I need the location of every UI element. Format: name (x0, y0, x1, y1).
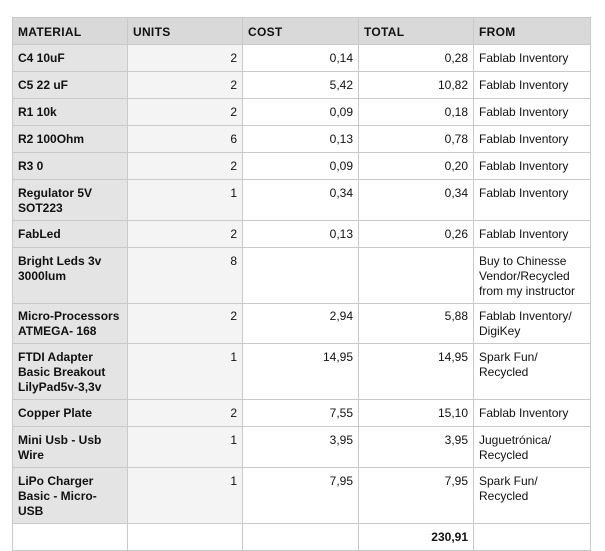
material-cell: Micro-Processors ATMEGA- 168 (13, 304, 128, 344)
material-cell: C5 22 uF (13, 72, 128, 99)
cost-cell: 0,13 (243, 221, 359, 248)
table-row (13, 304, 591, 344)
total-cell: 7,95 (359, 468, 474, 524)
material-cell: Mini Usb - Usb Wire (13, 427, 128, 468)
total-cell: 3,95 (359, 427, 474, 468)
units-cell: 2 (128, 221, 243, 248)
units-cell: 2 (128, 99, 243, 126)
table-row (13, 72, 591, 99)
cost-cell: 3,95 (243, 427, 359, 468)
from-cell: Fablab Inventory (474, 72, 591, 99)
total-cell: 0,34 (359, 180, 474, 221)
total-cell: 0,78 (359, 126, 474, 153)
total-cell: 0,20 (359, 153, 474, 180)
material-cell: FabLed (13, 221, 128, 248)
table-row (13, 221, 591, 248)
table-row (13, 153, 591, 180)
table-row (13, 99, 591, 126)
units-cell: 6 (128, 126, 243, 153)
material-cell: R1 10k (13, 99, 128, 126)
table-row (13, 126, 591, 153)
header-units: UNITS (128, 18, 243, 45)
table-row (13, 45, 591, 72)
from-cell: Fablab Inventory (474, 99, 591, 126)
empty-cell (128, 524, 243, 551)
total-cell: 5,88 (359, 304, 474, 344)
units-cell: 1 (128, 180, 243, 221)
cost-cell: 0,14 (243, 45, 359, 72)
header-row (13, 18, 591, 45)
total-cell (359, 248, 474, 304)
units-cell: 2 (128, 153, 243, 180)
empty-cell (474, 524, 591, 551)
table-row (13, 400, 591, 427)
table-row (13, 180, 591, 221)
from-cell: Buy to Chinesse Vendor/Recycled from my instructor (474, 248, 591, 304)
cost-cell: 7,95 (243, 468, 359, 524)
units-cell: 8 (128, 248, 243, 304)
material-cell: Regulator 5V SOT223 (13, 180, 128, 221)
table-row (13, 427, 591, 468)
cost-cell: 5,42 (243, 72, 359, 99)
cost-cell: 0,13 (243, 126, 359, 153)
empty-cell (13, 524, 128, 551)
table-row (13, 344, 591, 400)
from-cell: Spark Fun/ Recycled (474, 344, 591, 400)
material-cell: Bright Leds 3v 3000lum (13, 248, 128, 304)
total-cell: 15,10 (359, 400, 474, 427)
cost-cell: 0,09 (243, 153, 359, 180)
header-cost: COST (243, 18, 359, 45)
from-cell: Fablab Inventory (474, 153, 591, 180)
cost-cell: 0,34 (243, 180, 359, 221)
materials-table (12, 17, 591, 551)
material-cell: R2 100Ohm (13, 126, 128, 153)
total-cell: 0,26 (359, 221, 474, 248)
units-cell: 2 (128, 400, 243, 427)
from-cell: Fablab Inventory (474, 180, 591, 221)
units-cell: 2 (128, 45, 243, 72)
header-total: TOTAL (359, 18, 474, 45)
from-cell: Fablab Inventory (474, 221, 591, 248)
from-cell: Fablab Inventory (474, 126, 591, 153)
table-row (13, 248, 591, 304)
units-cell: 1 (128, 344, 243, 400)
total-cell: 0,28 (359, 45, 474, 72)
units-cell: 2 (128, 72, 243, 99)
total-cell: 0,18 (359, 99, 474, 126)
header-from: FROM (474, 18, 591, 45)
units-cell: 2 (128, 304, 243, 344)
from-cell: Juguetrónica/ Recycled (474, 427, 591, 468)
units-cell: 1 (128, 468, 243, 524)
empty-cell (243, 524, 359, 551)
cost-cell (243, 248, 359, 304)
units-cell: 1 (128, 427, 243, 468)
grand-total-row (13, 524, 591, 551)
cost-cell: 2,94 (243, 304, 359, 344)
cost-cell: 14,95 (243, 344, 359, 400)
material-cell: LiPo Charger Basic - Micro-USB (13, 468, 128, 524)
material-cell: Copper Plate (13, 400, 128, 427)
total-cell: 10,82 (359, 72, 474, 99)
table-row (13, 468, 591, 524)
header-material: MATERIAL (13, 18, 128, 45)
cost-cell: 0,09 (243, 99, 359, 126)
material-cell: R3 0 (13, 153, 128, 180)
from-cell: Fablab Inventory/ DigiKey (474, 304, 591, 344)
material-cell: FTDI Adapter Basic Breakout LilyPad5v-3,3v (13, 344, 128, 400)
material-cell: C4 10uF (13, 45, 128, 72)
cost-cell: 7,55 (243, 400, 359, 427)
total-cell: 14,95 (359, 344, 474, 400)
from-cell: Spark Fun/ Recycled (474, 468, 591, 524)
from-cell: Fablab Inventory (474, 45, 591, 72)
grand-total-cell: 230,91 (359, 524, 474, 551)
from-cell: Fablab Inventory (474, 400, 591, 427)
